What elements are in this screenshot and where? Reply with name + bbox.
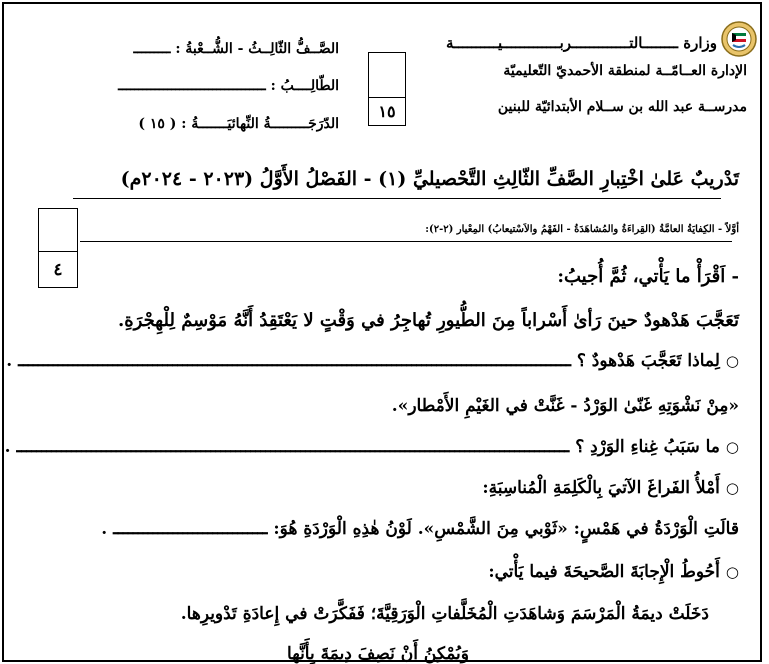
- school-name: مدرســة عبد الله بن ســلام الأبتدائيّة للبنين: [497, 99, 747, 115]
- question-3: [482, 478, 739, 498]
- final-grade-field: الدّرَجَـــــــــةُ النِّهائيَـــــــةُ : ( ١٥ ): [138, 116, 339, 132]
- kuwait-emblem-icon: [720, 20, 758, 58]
- poem-quote: «مِنْ نَشْوَتِهِ غَنّىٰ الوَرْدُ - غَنَّتْ في الغَيْمِ الأَمْطار».: [391, 396, 739, 416]
- bullet-icon: ○: [725, 438, 739, 456]
- question-4-text: أَحُوطُ الْإِجابَةَ الصَّحيحَةَ فيما يَأْتي:: [488, 562, 720, 582]
- reading-instruction: - اَقْرَأْ ما يَأْتي، ثُمَّ أُجيبُ:: [557, 266, 739, 287]
- bullet-icon: ○: [725, 563, 739, 581]
- student-name-field: الطّالِــــبُ : ــــــــــــــــــــــــــــــــــــ: [118, 78, 339, 94]
- ministry-name: وزارة ــــــــالتـــــــــــــربـــــــــــــيــــــــــة: [445, 34, 717, 52]
- question-4: [488, 562, 739, 582]
- section-score-box: [38, 208, 78, 288]
- reading-passage: تَعَجَّبَ هَدْهودٌ حينَ رَأىٰ أَسْراباً مِنَ الطُّيورِ تُهاجِرُ في وَقْتٍ لا يَعْتَقِدُ أَنَّهُ مَوْسِمٌ لِلْهِجْرَةِ.: [117, 310, 739, 331]
- page-title: تَدْريبٌ عَلىٰ اخْتِبارِ الصَّفِّ الثّالِثِ التَّحْصيليِّ (١) - الفَصْلُ الأَوَّلُ (٢٠٢٣ - ٢٠٢٤م): [120, 168, 739, 190]
- total-score-box: [368, 52, 406, 126]
- question-2: [5, 437, 739, 457]
- grade-section-field: الصَّــفُّ الثّالِــثُ - الشُّــعْبةُ : ـــــــــ: [133, 41, 339, 57]
- question-1: [6, 351, 739, 371]
- bullet-icon: ○: [725, 479, 739, 497]
- question-3-sentence: قالَتِ الْوَرْدَةُ في هَمْسٍ: «ثَوْبي مِنَ الشَّمْسِ». لَوْنُ هٰذِهِ الْوَرْدَةِ هُوَ: ـــــــــــــــــــــــــــــــ .: [101, 519, 739, 539]
- section-heading: أوَّلاً - الكِفايَةُ العامَّةُ (القِراءَةُ والمُشاهَدَةُ - الفَهْمُ والاَسْتيعابُ) المِعْيار (٢-٢):: [425, 224, 739, 235]
- question-4-sentence: دَخَلَتْ ديمَةُ الْمَرْسَمَ وَشاهَدَتِ الْمُخَلَّفاتِ الْوَرَقِيَّةَ؛ فَفَكَّرَتْ في إِعادَةِ تَدْويرِها.: [180, 604, 709, 624]
- question-4-partial: وَيُمْكِنُ أَنْ نَصِفَ دِيمَةَ بِأَنَّها: [287, 644, 469, 664]
- section-score: ٤: [53, 260, 63, 280]
- question-1-text: لِماذا تَعَجَّبَ هَدْهودٌ ؟ ـــــــــــــــــــــــــــــــــــــــــــــــــــــــــــــــــــــــــــــــــــــــــــــــــــــــــــــــ .: [6, 351, 720, 371]
- total-score: ١٥: [378, 102, 396, 121]
- bullet-icon: ○: [725, 352, 739, 370]
- section-heading-line: [80, 241, 732, 242]
- district-name: الإدارة العــامّــة لمنطقة الأحمديّ التّعليميّة: [503, 63, 747, 79]
- question-3-text: أَمْلأُ الفَراغَ الآتيَ بِالْكَلِمَةِ الْمُناسِبَةِ:: [482, 478, 720, 498]
- question-2-text: ما سَبَبُ غِناءِ الوَرْدِ ؟ ـــــــــــــــــــــــــــــــــــــــــــــــــــــــــــــــــــــــــــــــــــــــــــــــــــــــــــــــ .: [4, 437, 720, 457]
- title-underline: [73, 198, 721, 199]
